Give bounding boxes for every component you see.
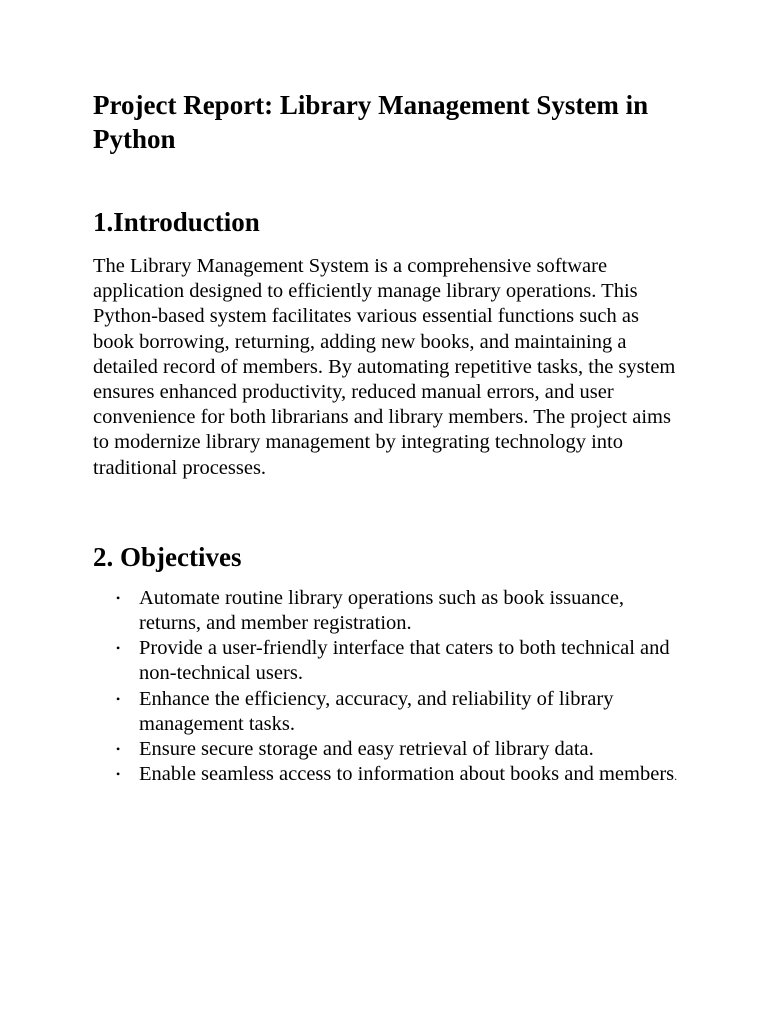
- section-heading-objectives: 2. Objectives: [93, 541, 242, 572]
- bullet-icon: •: [116, 590, 121, 605]
- list-item: [93, 687, 683, 737]
- list-item-text: Automate routine library operations such as book issuance, returns, and member registration.: [139, 586, 625, 635]
- list-item-text: Ensure secure storage and easy retrieval of library data.: [139, 738, 594, 761]
- bullet-icon: •: [116, 742, 121, 757]
- introduction-paragraph: The Library Management System is a comprehensive software application designed to efficiently manage library operations. This Python-based system facilitates various essential functions such as book borrowing, returning, adding new books, and maintaining a detailed record of members. By automating repetitive tasks, the system ensures enhanced productivity, reduced manual errors, and user convenience for both librarians and library members. The project aims to modernize library management by integrating technology into traditional processes.: [93, 255, 676, 479]
- bullet-icon: •: [116, 641, 121, 656]
- document-title: Project Report: Library Management System in Python: [93, 90, 649, 154]
- bullet-icon: •: [116, 767, 121, 782]
- list-item: [93, 586, 683, 636]
- objectives-list: [93, 586, 683, 790]
- trailing-period: .: [674, 769, 678, 784]
- section-heading-introduction: 1.Introduction: [93, 207, 260, 237]
- list-item: [93, 737, 683, 762]
- bullet-icon: •: [116, 691, 121, 706]
- list-item-text: Enable seamless access to information about books and members: [139, 763, 675, 786]
- list-item: [93, 636, 683, 686]
- document-page: [93, 88, 683, 789]
- list-item: [93, 762, 683, 789]
- list-item-text: Provide a user-friendly interface that caters to both technical and non-technical users.: [139, 637, 670, 685]
- list-item-text: Enhance the efficiency, accuracy, and reliability of library management tasks.: [139, 687, 614, 735]
